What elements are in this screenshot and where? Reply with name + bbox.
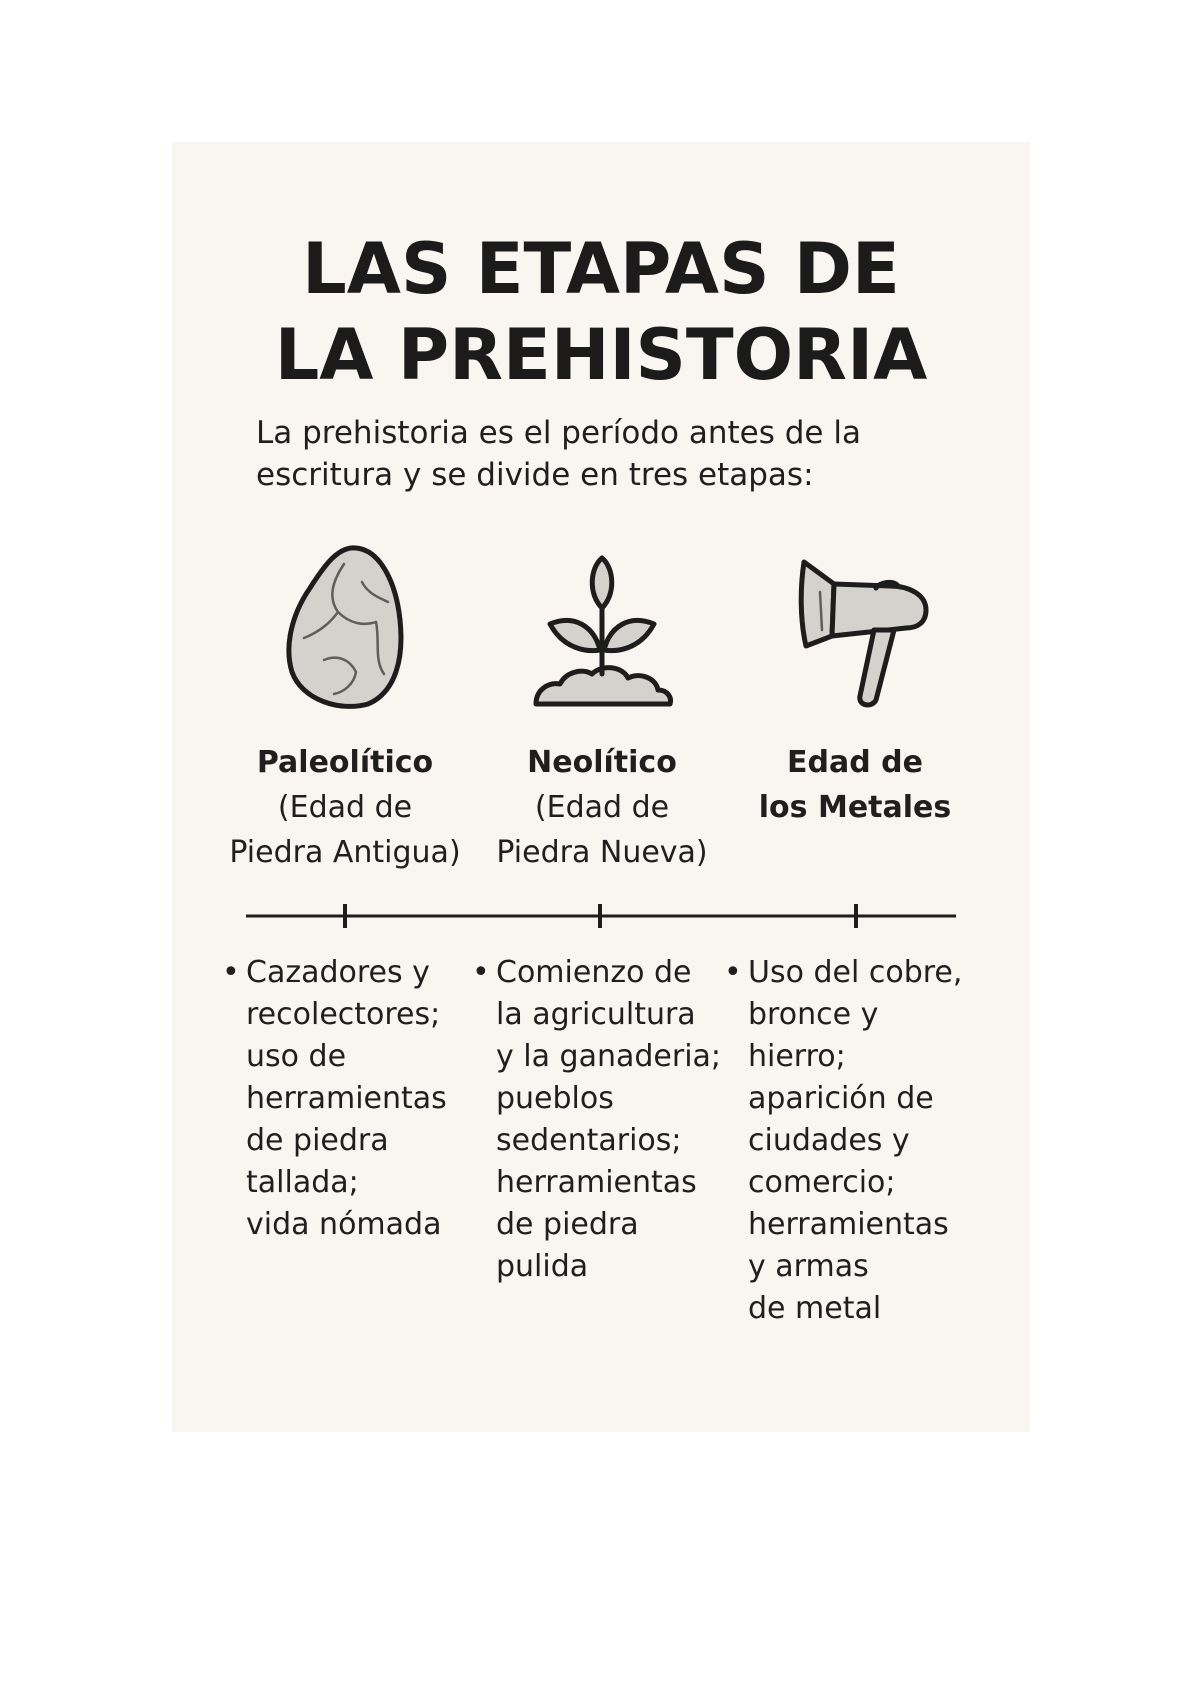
stage-name: Paleolítico xyxy=(256,745,434,780)
infographic-card xyxy=(172,142,1030,1432)
description-line: tallada; xyxy=(246,1165,359,1200)
bullet: • xyxy=(724,955,742,990)
description-line: uso de xyxy=(246,1039,347,1074)
description-line: herramientas xyxy=(748,1207,949,1242)
description-line: recolectores; xyxy=(246,997,441,1032)
description-line: Cazadores y xyxy=(246,955,430,990)
intro-line-2: escritura y se divide en tres etapas: xyxy=(256,457,814,493)
stage-name: Edad de xyxy=(787,745,923,780)
stage-name-line-2: los Metales xyxy=(758,790,952,825)
description-line: herramientas xyxy=(246,1081,447,1116)
description-line: pulida xyxy=(496,1249,589,1284)
title-line-2: LA PREHISTORIA xyxy=(274,314,928,396)
page-title xyxy=(172,226,1030,398)
stage-subtitle: (Edad de xyxy=(534,790,670,825)
description-line: y armas xyxy=(748,1249,869,1284)
description-line: de metal xyxy=(748,1291,882,1326)
intro-line-1: La prehistoria es el período antes de la xyxy=(256,415,861,451)
description-line: y la ganaderia; xyxy=(496,1039,722,1074)
stone-icon xyxy=(284,542,408,710)
stage-name: Neolítico xyxy=(527,745,677,780)
description-line: ciudades y xyxy=(748,1123,910,1158)
description-line: de piedra xyxy=(496,1207,639,1242)
sprout-icon xyxy=(530,554,674,710)
stage-heading-metales xyxy=(720,740,990,830)
description-line: comercio; xyxy=(748,1165,896,1200)
stage-subtitle: (Edad de xyxy=(277,790,413,825)
timeline xyxy=(246,902,956,930)
axe-icon xyxy=(798,556,934,708)
stage-subtitle: Piedra Antigua) xyxy=(229,835,461,870)
description-line: hierro; xyxy=(748,1039,846,1074)
bullet: • xyxy=(222,955,240,990)
description-line: vida nómada xyxy=(246,1207,442,1242)
stage-heading-paleolitico xyxy=(210,740,480,875)
description-line: herramientas xyxy=(496,1165,697,1200)
description-line: de piedra xyxy=(246,1123,389,1158)
description-line: pueblos xyxy=(496,1081,614,1116)
description-line: aparición de xyxy=(748,1081,934,1116)
stage-subtitle: Piedra Nueva) xyxy=(496,835,708,870)
description-line: la agricultura xyxy=(496,997,696,1032)
bullet: • xyxy=(472,955,490,990)
description-line: Comienzo de xyxy=(496,955,692,990)
stage-heading-neolitico xyxy=(467,740,737,875)
description-line: Uso del cobre, xyxy=(748,955,963,990)
title-line-1: LAS ETAPAS DE xyxy=(302,228,900,310)
intro-text xyxy=(256,412,936,496)
description-line: sedentarios; xyxy=(496,1123,682,1158)
description-line: bronce y xyxy=(748,997,879,1032)
